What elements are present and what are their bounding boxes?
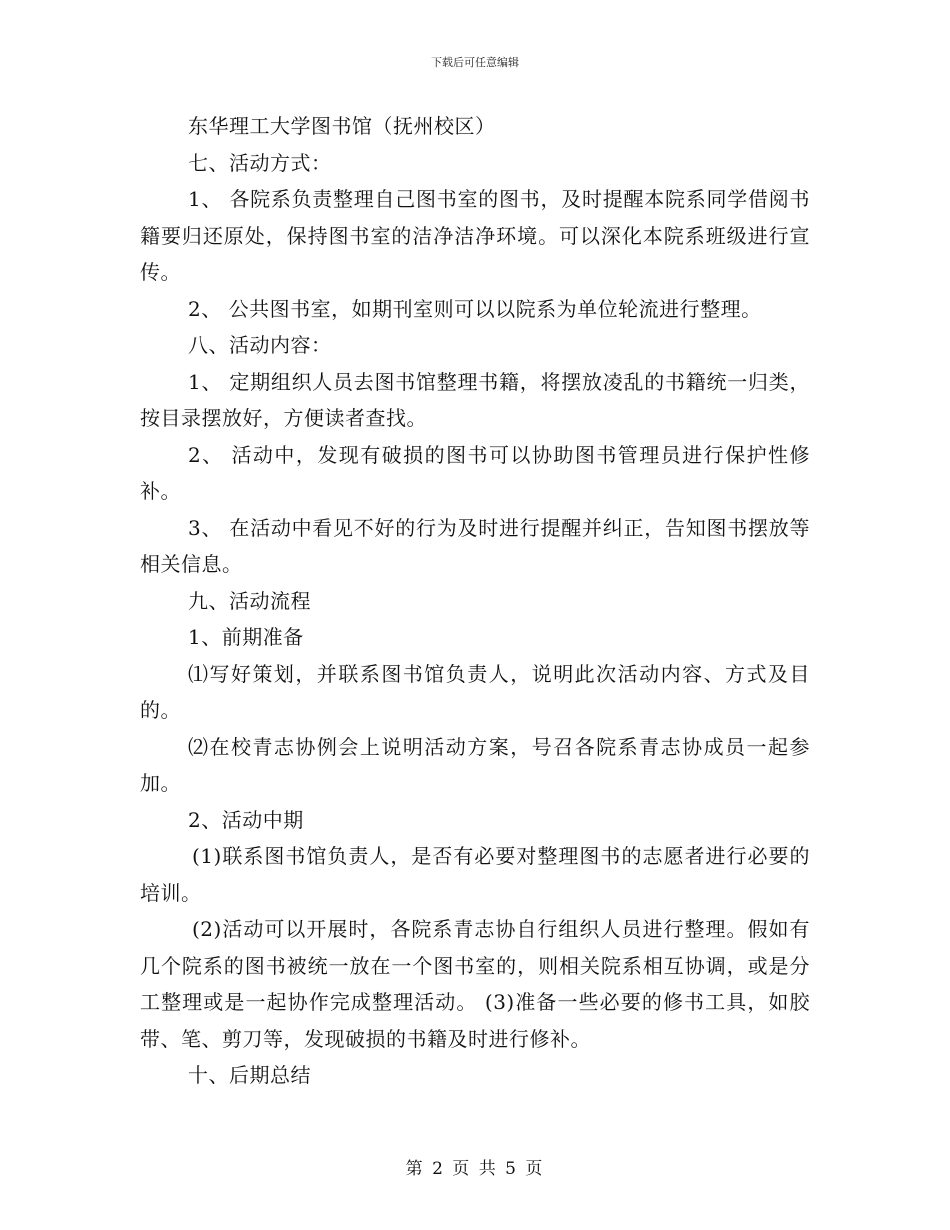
paragraph-content-1: 1、 定期组织人员去图书馆整理书籍，将摆放凌乱的书籍统一归类，按目录摆放好，方便读者查找。 [140, 369, 810, 430]
paragraph-method-1: 1、 各院系负责整理自己图书室的图书，及时提醒本院系同学借阅书籍要归还原处，保持图书室的洁净洁净环境。可以深化本院系班级进行宣传。 [140, 187, 810, 284]
paragraph-content-2: 2、 活动中，发现有破损的图书可以协助图书管理员进行保护性修补。 [140, 442, 810, 503]
page-header-note: 下载后可任意编辑 [431, 56, 519, 69]
subheading-midterm: 2、活动中期 [188, 807, 304, 832]
heading-activity-method: 七、活动方式： [188, 150, 332, 175]
paragraph-method-2: 2、 公共图书室，如期刊室则可以以院系为单位轮流进行整理。 [188, 296, 762, 321]
heading-activity-content: 八、活动内容： [188, 333, 332, 357]
paragraph-prep-1: ⑴写好策划，并联系图书馆负责人，说明此次活动内容、方式及目的。 [140, 661, 810, 722]
paragraph-mid-1: (1)联系图书馆负责人，是否有必要对整理图书的志愿者进行必要的培训。 [140, 844, 810, 905]
paragraph-library-name: 东华理工大学图书馆（抚州校区） [188, 114, 496, 138]
page-number-footer: 第 2 页 共 5 页 [405, 1159, 545, 1179]
subheading-preparation: 1、前期准备 [188, 625, 304, 649]
document-body [140, 108, 810, 1094]
paragraph-prep-2: ⑵在校青志协例会上说明活动方案，号召各院系青志协成员一起参加。 [140, 734, 810, 795]
paragraph-mid-2-3: (2)活动可以开展时，各院系青志协自行组织人员进行整理。假如有几个院系的图书被统一放在一个图书室的，则相关院系相互协调，或是分工整理或是一起协作完成整理活动。 (3)准备一些必要的修书工具，如胶带、笔、剪刀等，发现破损的书籍及时进行修补。 [140, 917, 810, 1051]
paragraph-content-3: 3、 在活动中看见不好的行为及时进行提醒并纠正，告知图书摆放等相关信息。 [140, 515, 810, 576]
heading-summary: 十、后期总结 [188, 1063, 311, 1087]
heading-activity-process: 九、活动流程 [188, 588, 311, 613]
